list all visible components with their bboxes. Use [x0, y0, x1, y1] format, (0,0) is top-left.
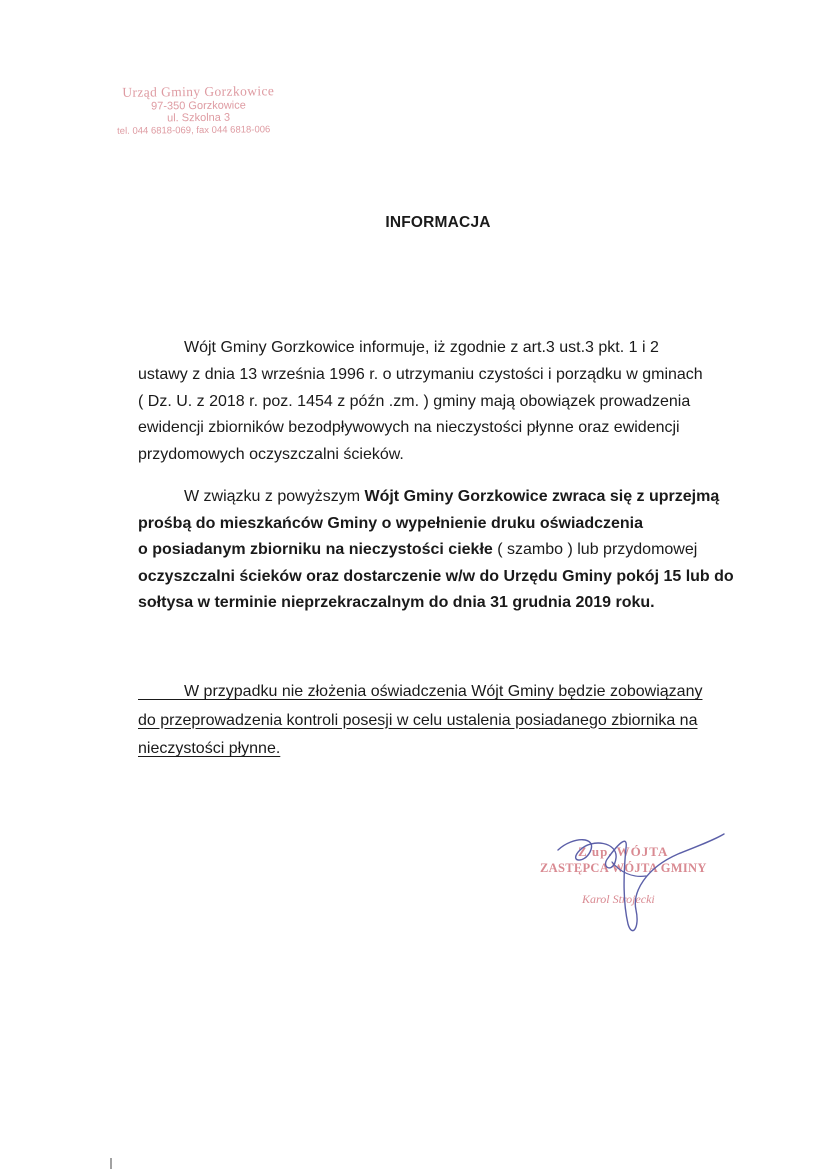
office-letterhead-stamp	[106, 83, 292, 138]
paragraph-line	[138, 735, 778, 764]
signature-name: Karol Strojecki	[582, 892, 655, 906]
text-normal: W związku z powyższym	[184, 488, 365, 505]
paragraph-line: Wójt Gminy Gorzkowice informuje, iż zgodnie z art.3 ust.3 pkt. 1 i 2	[184, 339, 659, 356]
paragraph-line: ( Dz. U. z 2018 r. poz. 1454 z późn .zm. ) gminy mają obowiązek prowadzenia	[138, 392, 691, 410]
paragraph-line	[138, 707, 778, 736]
document-title: INFORMACJA	[385, 214, 491, 231]
paragraph-legal-basis	[138, 335, 778, 469]
stamp-street: ul. Szkolna 3	[167, 111, 231, 125]
handwritten-signature-icon	[528, 828, 728, 948]
stamp-contact: tel. 044 6818-069, fax 044 6818-006	[117, 124, 271, 137]
stamp-postal-code: 97-350 Gorzkowice	[151, 99, 246, 113]
scan-mark-icon	[110, 1158, 112, 1169]
paragraph-line	[138, 537, 778, 564]
underlined-text: nieczystości płynne.	[138, 740, 281, 757]
text-bold: Wójt Gminy Gorzkowice zwraca się z uprzejmą	[364, 488, 720, 505]
paragraph-line: ustawy z dnia 13 września 1996 r. o utrzymaniu czystości i porządku w gminach	[138, 365, 703, 383]
paragraph-line: przydomowych oczyszczalni ścieków.	[138, 446, 404, 464]
paragraph-line	[138, 484, 778, 511]
underline-blank	[138, 698, 184, 700]
paragraph-line: oczyszczalni ścieków oraz dostarczenie w/w do Urzędu Gminy pokój 15 lub do	[138, 567, 734, 585]
paragraph-line: prośbą do mieszkańców Gminy o wypełnienie druku oświadczenia	[138, 514, 644, 532]
text-bold: o posiadanym zbiorniku na nieczystości ciekłe	[138, 541, 498, 559]
underlined-text: W przypadku nie złożenia oświadczenia Wójt Gminy będzie zobowiązany	[184, 683, 703, 700]
paragraph-request	[138, 484, 778, 617]
signature-stamp	[528, 828, 728, 948]
paragraph-warning	[138, 678, 778, 764]
underlined-text: do przeprowadzenia kontroli posesji w celu ustalenia posiadanego zbiornika na	[138, 711, 698, 729]
text-normal: ( szambo ) lub przydomowej	[497, 541, 698, 559]
stamp-office-name: Urząd Gminy Gorzkowice	[122, 83, 275, 100]
signature-position: ZASTĘPCA WÓJTA GMINY	[540, 861, 707, 875]
paragraph-line: ewidencji zbiorników bezodpływowych na nieczystości płynne oraz ewidencji	[138, 419, 680, 437]
signature-authorization: Z up. WÓJTA	[578, 844, 669, 859]
paragraph-line	[138, 678, 778, 707]
paragraph-line: sołtysa w terminie nieprzekraczalnym do dnia 31 grudnia 2019 roku.	[138, 594, 655, 612]
